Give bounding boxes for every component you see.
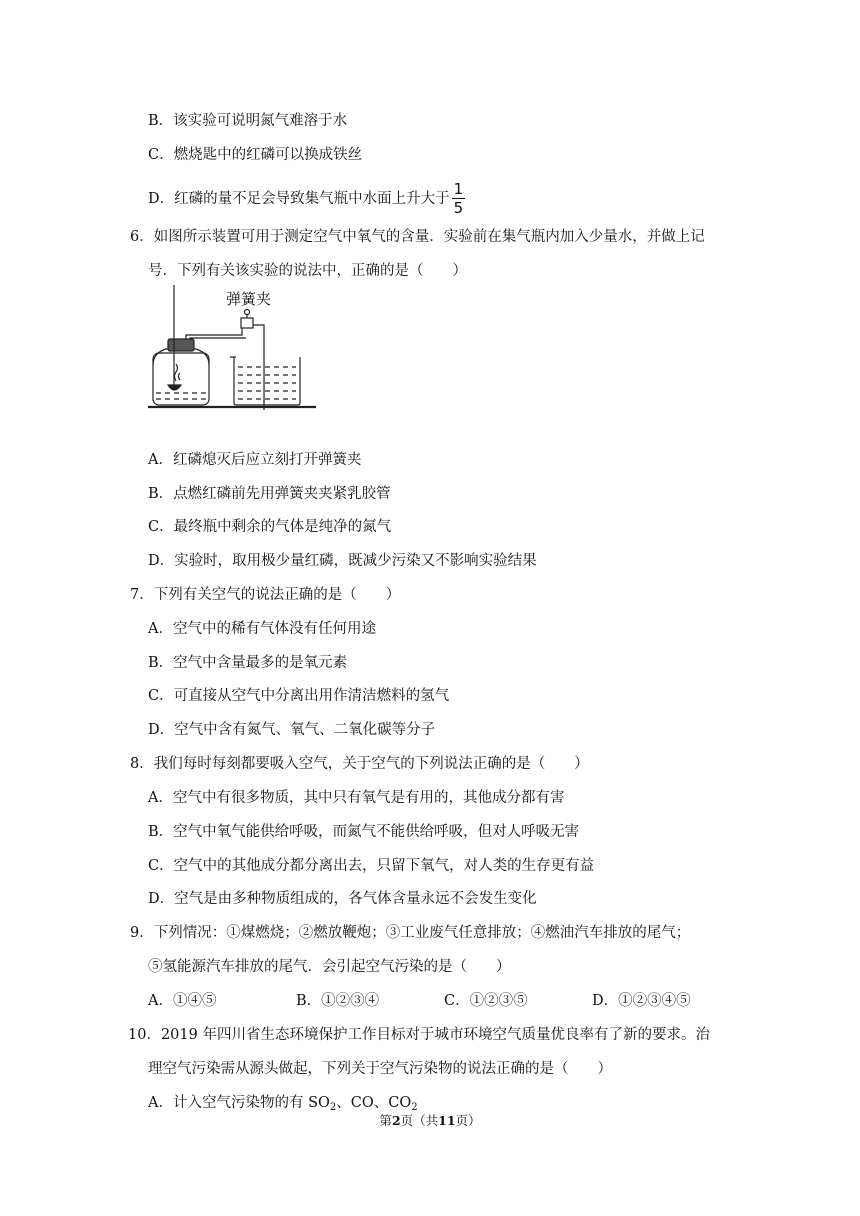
q6-option-a: A．红磷熄灭后应立刻打开弹簧夹 (148, 452, 362, 468)
fraction-numerator: 1 (453, 180, 464, 198)
q6-option-b: B．点燃红磷前先用弹簧夹夹紧乳胶管 (148, 486, 391, 502)
q7-stem: 7．下列有关空气的说法正确的是（ ） (130, 587, 401, 603)
fraction (452, 182, 466, 216)
q9-option-d: D．①②③④⑤ (592, 993, 691, 1009)
q6-stem-line2: 号．下列有关该实验的说法中，正确的是（ ） (148, 263, 467, 279)
smoke (175, 364, 178, 381)
q8-option-b: B．空气中氧气能供给呼吸，而氮气不能供给呼吸，但对人呼吸无害 (148, 824, 580, 840)
q5-option-d-text: D．红磷的量不足会导致集气瓶中水面上升大于 (148, 191, 450, 207)
total-pages: 11 (438, 1113, 456, 1128)
spring-clip (241, 318, 253, 328)
smoke-2 (179, 373, 181, 380)
q9-option-b: B．①②③④ (296, 993, 380, 1009)
footer-mid: 页（共 (400, 1113, 439, 1128)
q9-option-a: A．①④⑤ (148, 993, 217, 1009)
page-footer (0, 1111, 860, 1129)
q7-option-b: B．空气中含量最多的是氧元素 (148, 655, 348, 671)
beaker (234, 357, 300, 405)
apparatus-figure (148, 285, 328, 410)
subscript: 2 (329, 1102, 337, 1113)
footer-prefix: 第 (379, 1113, 392, 1128)
q8-option-c: C．空气中的其他成分都分离出去，只留下氧气，对人类的生存更有益 (148, 858, 595, 874)
q10-option-a-text: A．计入空气污染物的有 SO (148, 1095, 330, 1111)
q5-option-d (148, 182, 465, 216)
page-number: 2 (391, 1113, 401, 1128)
figure-label-spring-clip: 弹簧夹 (226, 290, 272, 308)
jar-body (153, 353, 209, 405)
spoon (168, 385, 181, 390)
q7-option-a: A．空气中的稀有气体没有任何用途 (148, 621, 376, 637)
q10-stem-line1: 10．2019 年四川省生态环境保护工作目标对于城市环境空气质量优良率有了新的要求。治 (128, 1027, 710, 1043)
q6-option-d: D．实验时，取用极少量红磷，既减少污染又不影响实验结果 (148, 553, 537, 569)
subscript-2: 2 (411, 1102, 418, 1113)
jar-stopper (168, 339, 194, 351)
q6-stem-line1: 6．如图所示装置可用于测定空气中氧气的含量．实验前在集气瓶内加入少量水，并做上记 (130, 229, 705, 245)
q6-option-c: C．最终瓶中剩余的气体是纯净的氮气 (148, 519, 392, 535)
footer-suffix: 页） (455, 1113, 481, 1128)
q5-option-c: C．燃烧匙中的红磷可以换成铁丝 (148, 147, 363, 163)
q8-stem: 8．我们每时每刻都要吸入空气，关于空气的下列说法正确的是（ ） (130, 756, 589, 772)
q7-option-d: D．空气中含有氮气、氧气、二氧化碳等分子 (148, 722, 436, 738)
q7-option-c: C．可直接从空气中分离出用作清洁燃料的氢气 (148, 688, 450, 704)
q10-option-a-text-2: 、CO、CO (336, 1095, 412, 1111)
q8-option-d: D．空气是由多种物质组成的，各气体含量永远不会发生变化 (148, 891, 537, 907)
fraction-denominator: 5 (453, 199, 464, 217)
q10-option-a (148, 1093, 418, 1113)
q5-option-b: B．该实验可说明氮气难溶于水 (148, 113, 348, 129)
q10-stem-line2: 理空气污染需从源头做起，下列关于空气污染物的说法正确的是（ ） (148, 1061, 612, 1077)
q9-stem-line1: 9．下列情况：①煤燃烧；②燃放鞭炮；③工业废气任意排放；④燃油汽车排放的尾气； (130, 925, 691, 941)
q8-option-a: A．空气中有很多物质，其中只有氧气是有用的，其他成分都有害 (148, 790, 565, 806)
q9-option-c: C．①②③⑤ (444, 993, 528, 1009)
q9-stem-line2: ⑤氢能源汽车排放的尾气．会引起空气污染的是（ ） (148, 959, 511, 975)
